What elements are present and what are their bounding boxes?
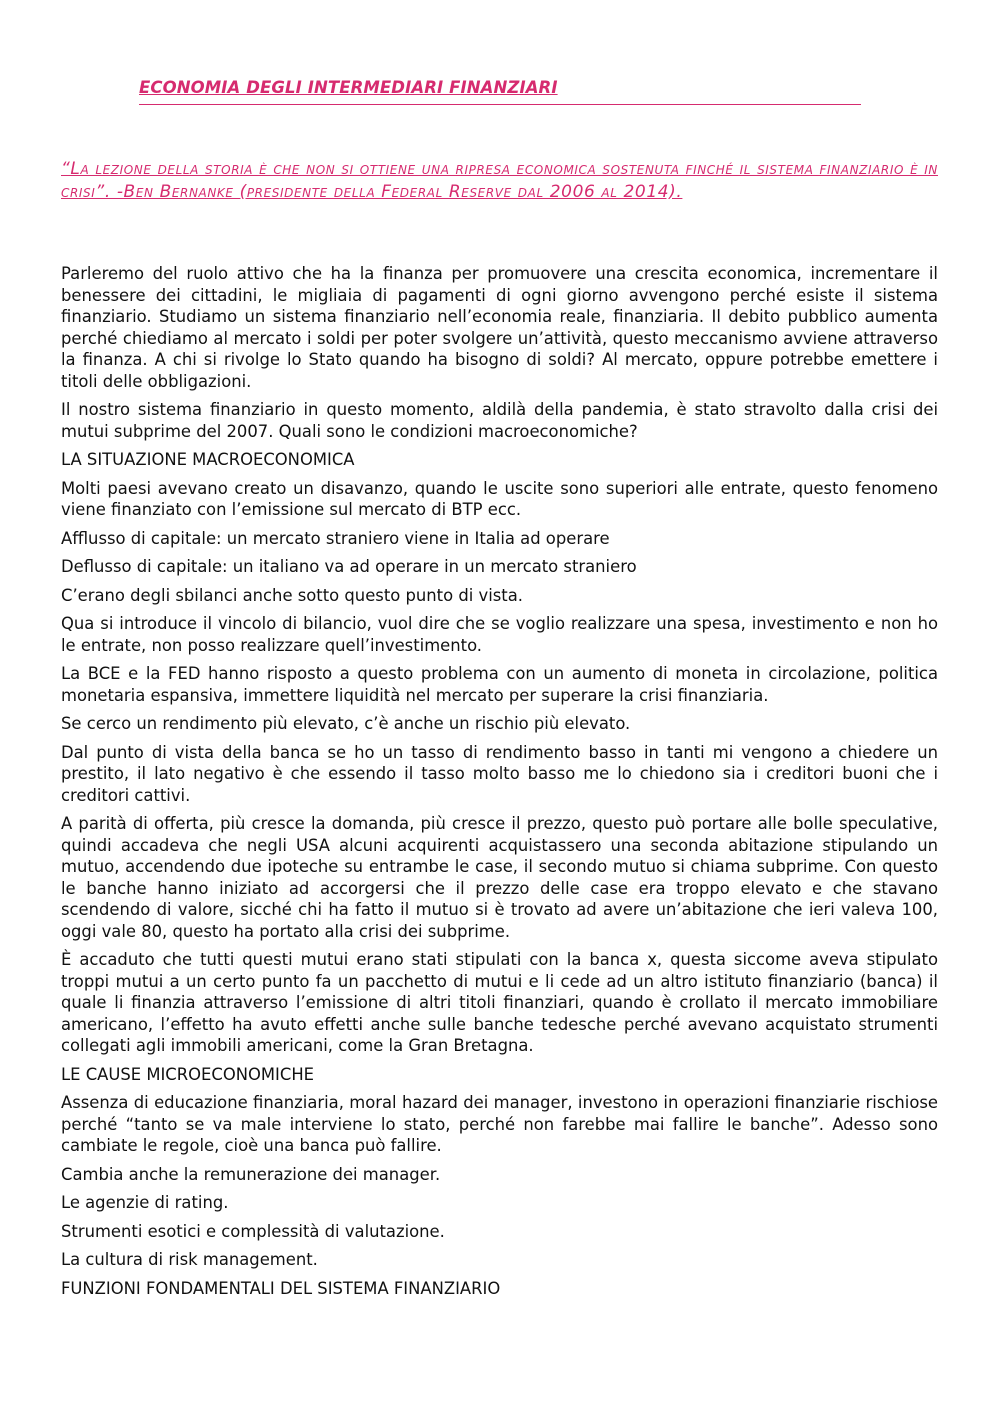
paragraph: La cultura di risk management. — [61, 1250, 318, 1269]
section-heading: FUNZIONI FONDAMENTALI DEL SISTEMA FINANZIARIO — [61, 1278, 501, 1298]
paragraph: A parità di offerta, più cresce la domanda, più cresce il prezzo, questo può portare alle bolle speculative, quindi accadeva che negli USA alcuni acquirenti acquistassero una seconda abitazione stipulando un mutuo, accendendo due ipoteche su entrambe le case, il secondo mutuo si chiama subprime. Con questo le banche hanno iniziato ad accorgersi che il prezzo delle case era troppo elevato e che stavano scendendo di valore, sicché chi ha fatto il mutuo si è trovato ad avere un’abitazione che ieri valeva 100, oggi vale 80, questo ha portato alla crisi dei subprime. — [61, 814, 938, 941]
section-heading: LE CAUSE MICROECONOMICHE — [61, 1064, 314, 1084]
paragraph: Il nostro sistema finanziario in questo momento, aldilà della pandemia, è stato stravolto dalla crisi dei mutui subprime del 2007. Quali sono le condizioni macroeconomiche? — [61, 400, 938, 441]
paragraph: È accaduto che tutti questi mutui erano stati stipulati con la banca x, questa siccome aveva stipulato troppi mutui a un certo punto fa un pacchetto di mutui e li cede ad un altro istituto finanziario (banca) il quale li finanzia attraverso l’emissione di altri titoli finanziari, quando è crollato il mercato immobiliare americano, l’effetto ha avuto effetti anche sulle banche tedesche perché avevano acquistato strumenti collegati agli immobili americani, come la Gran Bretagna. — [61, 950, 938, 1055]
paragraph: La BCE e la FED hanno risposto a questo problema con un aumento di moneta in circolazione, politica monetaria espansiva, immettere liquidità nel mercato per superare la crisi finanziaria. — [61, 664, 938, 705]
paragraph: Se cerco un rendimento più elevato, c’è anche un rischio più elevato. — [61, 714, 631, 733]
paragraph: Strumenti esotici e complessità di valutazione. — [61, 1221, 445, 1241]
section-heading: LA SITUAZIONE MACROECONOMICA — [61, 450, 355, 469]
document-title: ECONOMIA DEGLI INTERMEDIARI FINANZIARI — [139, 78, 558, 97]
body-text — [61, 263, 938, 1306]
paragraph: Molti paesi avevano creato un disavanzo, quando le uscite sono superiori alle entrate, questo fenomeno viene finanziato con l’emissione sul mercato di BTP ecc. — [61, 478, 938, 519]
paragraph: Dal punto di vista della banca se ho un tasso di rendimento basso in tanti mi vengono a chiedere un prestito, il lato negativo è che essendo il tasso molto basso me lo chiedono sia i creditori buoni che i creditori cattivi. — [61, 742, 938, 805]
paragraph: Parleremo del ruolo attivo che ha la finanza per promuovere una crescita economica, incrementare il benessere dei cittadini, le migliaia di pagamenti di ogni giorno avvengono perché esiste il sistema finanziario. Studiamo un sistema finanziario nell’economia reale, finanziaria. Il debito pubblico aumenta perché chiediamo al mercato i soldi per poter svolgere un’attività, questo meccanismo avviene attraverso la finanza. A chi si rivolge lo Stato quando ha bisogno di soldi? Al mercato, oppure potrebbe emettere i titoli delle obbligazioni. — [61, 264, 938, 391]
paragraph: C’erano degli sbilanci anche sotto questo punto di vista. — [61, 585, 523, 605]
paragraph: Cambia anche la remunerazione dei manager. — [61, 1164, 441, 1184]
epigraph-quote: “La lezione della storia è che non si ottiene una ripresa economica sostenuta finché il sistema finanziario è in crisi”. -Ben Bernanke (presidente della Federal Reserve dal 2006 al 2014). — [61, 159, 938, 202]
paragraph: Deflusso di capitale: un italiano va ad operare in un mercato straniero — [61, 557, 637, 576]
paragraph: Afflusso di capitale: un mercato straniero viene in Italia ad operare — [61, 528, 610, 548]
paragraph: Qua si introduce il vincolo di bilancio, vuol dire che se voglio realizzare una spesa, investimento e non ho le entrate, non posso realizzare quell’investimento. — [61, 614, 938, 655]
paragraph: Le agenzie di rating. — [61, 1193, 229, 1212]
paragraph: Assenza di educazione finanziaria, moral hazard dei manager, investono in operazioni finanziarie rischiose perché “tanto se va male interviene lo stato, perché non farebbe mai fallire le banche”. Adesso sono cambiate le regole, cioè una banca può fallire. — [61, 1093, 938, 1155]
title-underline-rule — [139, 104, 861, 105]
